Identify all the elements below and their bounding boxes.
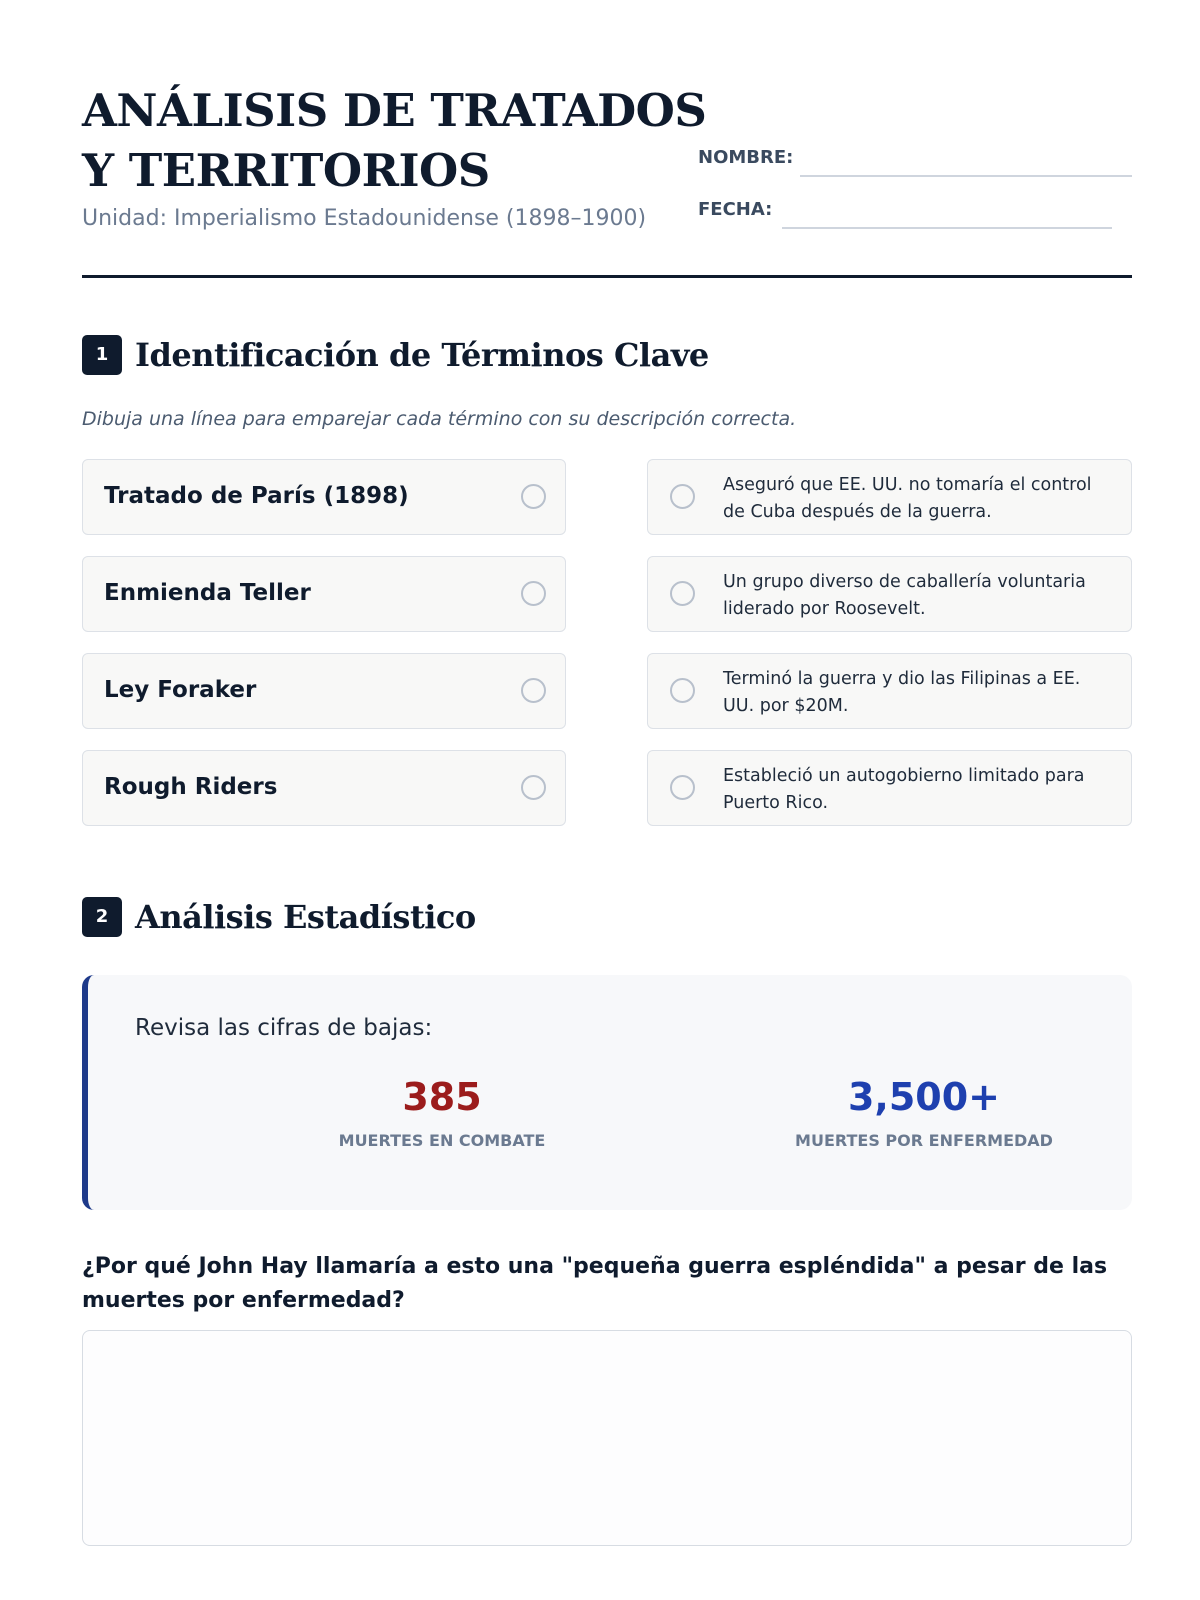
page-title-line-2: Y TERRITORIOS xyxy=(82,144,490,197)
description-card-2[interactable] xyxy=(647,556,1132,632)
term-connector-circle-icon[interactable] xyxy=(521,678,546,703)
description-card-1[interactable] xyxy=(647,459,1132,535)
description-text: Terminó la guerra y dio las Filipinas a EE. UU. por $20M. xyxy=(723,669,1081,716)
description-text: Aseguró que EE. UU. no tomaría el control de Cuba después de la guerra. xyxy=(723,475,1092,522)
description-connector-circle-icon[interactable] xyxy=(670,678,695,703)
description-text: Estableció un autogobierno limitado para Puerto Rico. xyxy=(723,766,1085,813)
term-connector-circle-icon[interactable] xyxy=(521,775,546,800)
section-1-heading xyxy=(82,335,1132,375)
description-connector-circle-icon[interactable] xyxy=(670,581,695,606)
description-connector-circle-icon[interactable] xyxy=(670,484,695,509)
disease-deaths-value: 3,500+ xyxy=(847,1075,1001,1119)
name-field-line[interactable] xyxy=(800,175,1132,177)
term-card-3[interactable] xyxy=(82,653,566,729)
page-title-line-1: ANÁLISIS DE TRATADOS xyxy=(82,84,707,137)
description-connector-circle-icon[interactable] xyxy=(670,775,695,800)
section-1-title: Identificación de Términos Clave xyxy=(135,336,709,374)
disease-deaths-label: MUERTES POR ENFERMEDAD xyxy=(795,1131,1053,1150)
combat-deaths-value: 385 xyxy=(402,1075,482,1119)
term-connector-circle-icon[interactable] xyxy=(521,581,546,606)
casualty-stats-panel xyxy=(82,975,1132,1210)
term-label: Ley Foraker xyxy=(104,677,257,703)
stats-intro-text: Revisa las cifras de bajas: xyxy=(135,1015,433,1041)
date-field-line[interactable] xyxy=(782,227,1112,229)
matching-instructions: Dibuja una línea para emparejar cada término con su descripción correcta. xyxy=(82,408,797,430)
header-divider xyxy=(82,275,1132,278)
term-label: Enmienda Teller xyxy=(104,580,311,606)
section-2-number-badge: 2 xyxy=(82,897,122,937)
worksheet-header xyxy=(82,84,1132,284)
term-card-1[interactable] xyxy=(82,459,566,535)
description-card-3[interactable] xyxy=(647,653,1132,729)
discussion-question: ¿Por qué John Hay llamaría a esto una "pequeña guerra espléndida" a pesar de las muertes por enfermedad? xyxy=(82,1254,1108,1313)
section-2-heading xyxy=(82,897,1132,937)
date-label: FECHA: xyxy=(698,199,773,220)
term-label: Rough Riders xyxy=(104,774,278,800)
section-1-number-badge: 1 xyxy=(82,335,122,375)
term-card-2[interactable] xyxy=(82,556,566,632)
term-label: Tratado de París (1898) xyxy=(104,483,409,509)
answer-textarea[interactable] xyxy=(82,1330,1132,1546)
combat-deaths-stat xyxy=(292,1075,592,1150)
description-text: Un grupo diverso de caballería voluntaria liderado por Roosevelt. xyxy=(723,572,1086,619)
description-card-4[interactable] xyxy=(647,750,1132,826)
term-connector-circle-icon[interactable] xyxy=(521,484,546,509)
section-2-title: Análisis Estadístico xyxy=(135,898,476,936)
unit-subtitle: Unidad: Imperialismo Estadounidense (1898–1900) xyxy=(82,206,647,231)
term-card-4[interactable] xyxy=(82,750,566,826)
disease-deaths-stat xyxy=(774,1075,1074,1150)
name-label: NOMBRE: xyxy=(698,147,794,168)
combat-deaths-label: MUERTES EN COMBATE xyxy=(338,1131,546,1150)
